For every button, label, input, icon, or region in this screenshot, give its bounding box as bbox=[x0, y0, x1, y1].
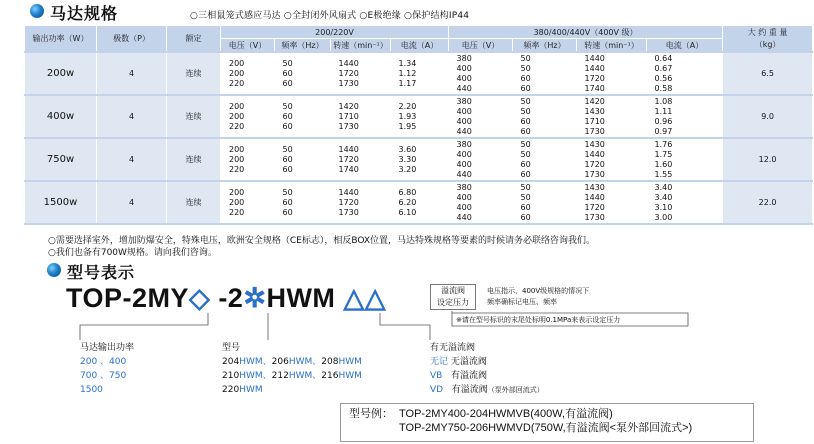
row-power: 400w bbox=[25, 95, 97, 138]
box-desc-line1: 电压指示，400V级规格的情况下 bbox=[487, 287, 590, 295]
legend-type-row: 220HWM bbox=[222, 385, 263, 395]
row-poles: 4 bbox=[97, 181, 167, 224]
header-freq-1: 频率（Hz） bbox=[275, 39, 331, 53]
header-speed-2: 转速（min⁻¹） bbox=[577, 39, 647, 53]
section-bullet-icon bbox=[30, 4, 44, 18]
relief-valve-box bbox=[430, 284, 476, 310]
row-voltage-2: 380 400 400 440 bbox=[456, 182, 472, 222]
model-code bbox=[66, 283, 386, 314]
row-weight: 22.0 bbox=[723, 181, 813, 224]
row-power: 750w bbox=[25, 138, 97, 181]
header-weight-label: 大 约 重 量 bbox=[747, 27, 788, 37]
table-row bbox=[25, 95, 813, 138]
header-voltage-1: 电压（V） bbox=[221, 39, 275, 53]
row-weight: 6.5 bbox=[723, 52, 813, 95]
model-hwm: HWM bbox=[266, 283, 336, 313]
row-current-2: 0.64 0.67 0.56 0.58 bbox=[654, 53, 673, 93]
legend-output-row: 1500 bbox=[80, 385, 103, 395]
table-row bbox=[25, 138, 813, 181]
row-speed-1: 1440 1720 1730 bbox=[338, 58, 359, 88]
box-desc-line2: 频率确标记电压、频率 bbox=[487, 298, 557, 306]
row-power: 1500w bbox=[25, 181, 97, 224]
header-output: 输出功率（W） bbox=[25, 26, 97, 53]
legend-output-row: 200 、400 bbox=[80, 357, 127, 367]
header-current-1: 电流（A） bbox=[391, 39, 449, 53]
row-speed-1: 1420 1710 1730 bbox=[338, 101, 359, 131]
row-freq-1: 50 60 60 bbox=[282, 58, 293, 88]
header-400v-group: 380/400/440V（400V 级） bbox=[449, 26, 723, 39]
legend-motor-output bbox=[80, 341, 134, 397]
row-speed-2: 1430 1440 1720 1730 bbox=[584, 182, 605, 222]
row-current-2: 1.08 1.11 0.96 0.97 bbox=[654, 96, 673, 136]
header-weight-unit: （kg） bbox=[754, 39, 781, 49]
row-speed-2: 1440 1440 1720 1740 bbox=[584, 53, 605, 93]
header-weight bbox=[723, 26, 813, 53]
legend-type-row: 204HWM、206HWM、208HWM bbox=[222, 357, 362, 367]
row-voltage-1: 200 200 220 bbox=[229, 101, 245, 131]
row-current-1: 3.60 3.30 3.20 bbox=[398, 144, 417, 174]
row-poles: 4 bbox=[97, 52, 167, 95]
note-special-spec: ○需要选择室外，增加防爆安全，特殊电压，欧洲安全规格（CE标志），相反BOX位置，马达特殊规格等要素的时候请务必联络咨询我们。 bbox=[48, 236, 596, 246]
row-voltage-1: 200 200 220 bbox=[229, 144, 245, 174]
header-freq-2: 频率（Hz） bbox=[513, 39, 577, 53]
row-rated: 连续 bbox=[167, 138, 221, 181]
example-label: 型号例： bbox=[349, 408, 393, 420]
model-prefix: TOP-2MY bbox=[66, 283, 190, 313]
motor-spec-table bbox=[24, 25, 813, 225]
row-rated: 连续 bbox=[167, 52, 221, 95]
header-voltage-2: 电压（V） bbox=[449, 39, 513, 53]
legend-output-title: 马达输出功率 bbox=[80, 343, 135, 353]
legend-valve-row: VB 有溢流阀 bbox=[430, 371, 487, 381]
header-speed-1: 转速（min⁻¹） bbox=[331, 39, 391, 53]
row-freq-1: 50 60 60 bbox=[282, 144, 293, 174]
row-freq-2: 50 50 60 60 bbox=[520, 96, 531, 136]
example-line-2: TOP-2MY750-206HWMVD(750W,有溢流阀<泵外部回流式>) bbox=[399, 422, 693, 434]
set-pressure-label: 设定压力 bbox=[437, 298, 469, 307]
row-voltage-1: 200 200 220 bbox=[229, 58, 245, 88]
model-type-placeholder: ✲ bbox=[243, 283, 267, 313]
row-poles: 4 bbox=[97, 95, 167, 138]
row-freq-1: 50 60 60 bbox=[282, 187, 293, 217]
table-row bbox=[25, 181, 813, 224]
row-current-1: 1.34 1.12 1.17 bbox=[398, 58, 417, 88]
row-rated: 连续 bbox=[167, 181, 221, 224]
header-current-2: 电流（A） bbox=[647, 39, 723, 53]
section-title-motor-spec: 马达规格 bbox=[50, 4, 119, 23]
row-current-1: 2.20 1.93 1.95 bbox=[398, 101, 417, 131]
model-dash2: -2 bbox=[218, 283, 244, 313]
legend-valve-row: 无记 无溢流阀 bbox=[430, 357, 487, 367]
note-700w: ○我们也备有700W规格。请向我们咨询。 bbox=[48, 248, 217, 258]
row-freq-2: 50 50 60 60 bbox=[520, 182, 531, 222]
row-freq-2: 50 50 60 60 bbox=[520, 139, 531, 179]
relief-valve-label: 溢流阀 bbox=[441, 286, 465, 295]
box-description bbox=[487, 286, 589, 308]
row-weight: 12.0 bbox=[723, 138, 813, 181]
legend-type-row: 210HWM、212HWM、216HWM bbox=[222, 371, 362, 381]
row-voltage-2: 380 400 400 440 bbox=[456, 96, 472, 136]
row-weight: 9.0 bbox=[723, 95, 813, 138]
header-poles: 极数（P） bbox=[97, 26, 167, 53]
legend-valve-title: 有无溢流阀 bbox=[430, 343, 476, 353]
legend-type-title: 型号 bbox=[222, 343, 241, 353]
row-freq-2: 50 50 60 60 bbox=[520, 53, 531, 93]
section-title-model-code: 型号表示 bbox=[67, 263, 136, 282]
row-voltage-2: 380 400 400 440 bbox=[456, 53, 472, 93]
legend-valve-row: VD 有溢流阀（泵外部回流式） bbox=[430, 385, 544, 395]
row-power: 200w bbox=[25, 52, 97, 95]
section-bullet-icon bbox=[47, 263, 61, 277]
legend-relief-valve bbox=[430, 341, 544, 397]
model-power-placeholder: ◇ bbox=[189, 283, 211, 313]
model-example-box bbox=[340, 403, 754, 442]
motor-features: ○三相鼠笼式感应马达 ○全封闭外风扇式 ○E极绝缘 ○保护结构IP44 bbox=[190, 11, 470, 21]
setting-pressure-note: ※请在型号标识的末尾处标明0.1MPa来表示设定压力 bbox=[456, 316, 621, 324]
header-200v-group: 200/220V bbox=[221, 26, 449, 39]
row-speed-1: 1440 1720 1740 bbox=[338, 144, 359, 174]
header-rated: 额定 bbox=[167, 26, 221, 53]
legend-output-row: 700 、750 bbox=[80, 371, 127, 381]
row-freq-1: 50 60 60 bbox=[282, 101, 293, 131]
legend-model-type bbox=[222, 341, 362, 397]
row-rated: 连续 bbox=[167, 95, 221, 138]
row-speed-2: 1420 1430 1710 1730 bbox=[584, 96, 605, 136]
row-current-2: 1.76 1.75 1.60 1.55 bbox=[654, 139, 673, 179]
example-line-1: TOP-2MY400-204HWMVB(400W,有溢流阀) bbox=[399, 408, 613, 420]
model-valve-placeholder: △△ bbox=[343, 283, 386, 313]
row-current-2: 3.40 3.40 3.10 3.00 bbox=[654, 182, 673, 222]
table-row bbox=[25, 52, 813, 95]
row-speed-1: 1440 1720 1730 bbox=[338, 187, 359, 217]
row-poles: 4 bbox=[97, 138, 167, 181]
row-speed-2: 1430 1440 1720 1730 bbox=[584, 139, 605, 179]
row-voltage-1: 200 200 220 bbox=[229, 187, 245, 217]
row-voltage-2: 380 400 400 440 bbox=[456, 139, 472, 179]
row-current-1: 6.80 6.20 6.10 bbox=[398, 187, 417, 217]
